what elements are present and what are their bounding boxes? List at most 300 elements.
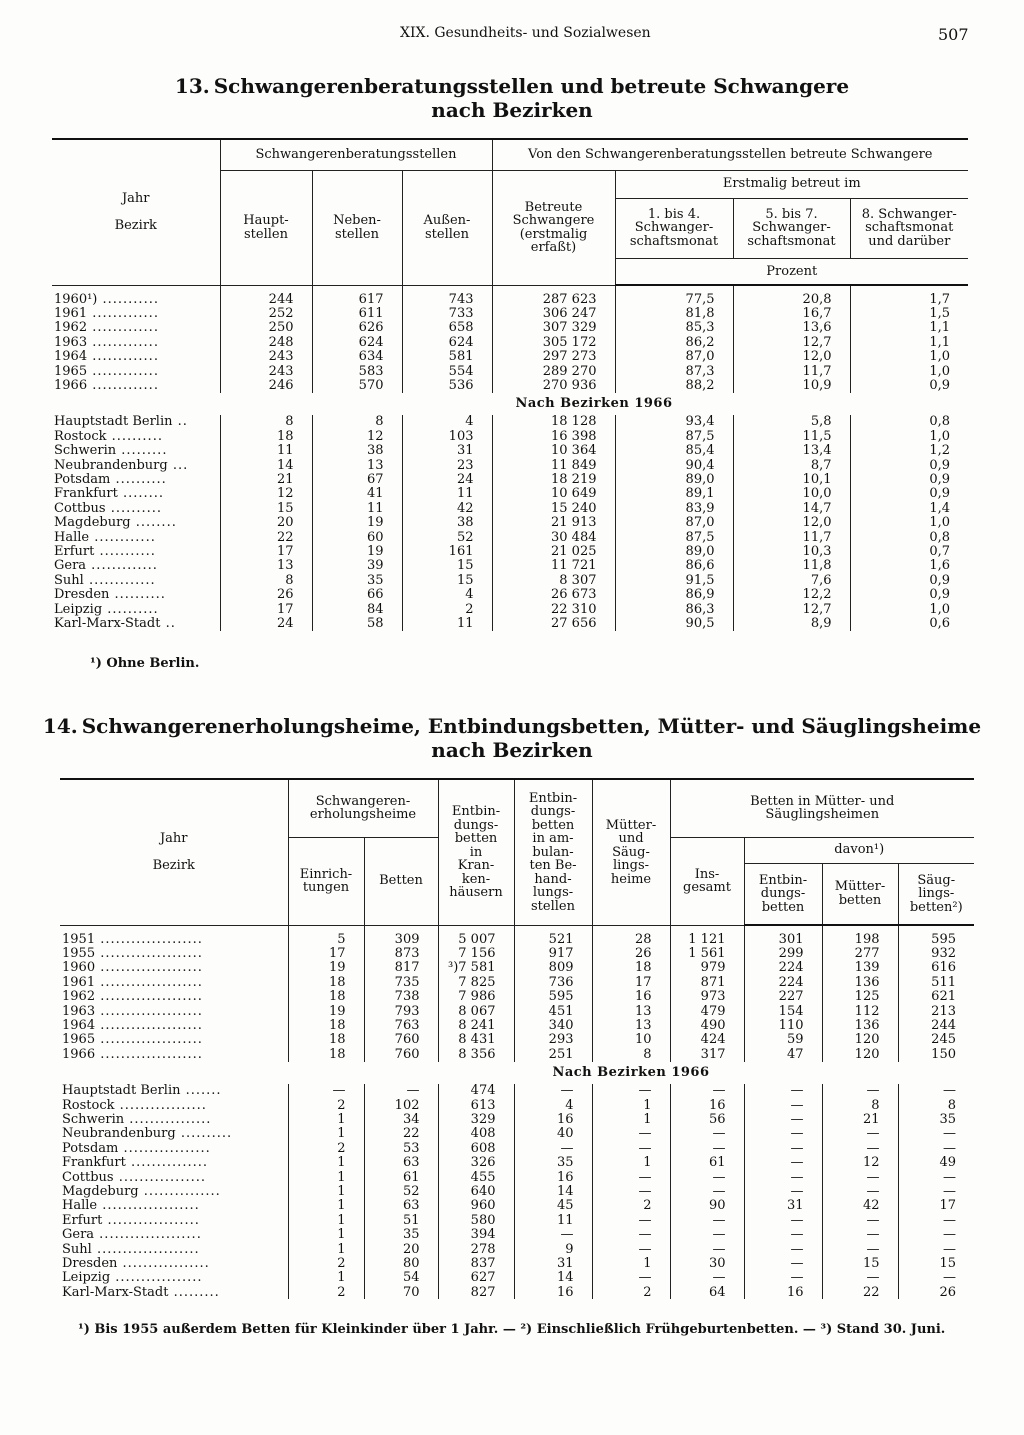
table-cell: 18 [288,990,364,1004]
table-cell: 18 [288,1033,364,1047]
table-row [60,932,974,946]
table-cell: 24 [220,616,312,630]
row-label: Suhl [54,572,84,588]
table-cell: 90 [670,1199,744,1213]
table-row [60,1018,974,1032]
leader-dots: ............ [89,529,156,545]
col-betten: Betten [364,837,438,925]
table-cell: 1 [288,1112,364,1126]
table-cell: 120 [822,1033,898,1047]
table-cell: — [288,1084,364,1098]
row-label: 1964 [62,1018,96,1034]
table13-number: 13. [174,74,210,98]
table-cell: 18 [288,1018,364,1032]
table-cell: — [592,1213,670,1227]
table-cell: 581 [402,350,492,364]
table-cell: 91,5 [615,573,733,587]
leader-dots: ........ [117,486,165,502]
table-cell: 479 [670,1004,744,1018]
table-cell: 1,0 [929,363,950,379]
table-cell: 243 [220,364,312,378]
table-cell: 827 [438,1285,514,1299]
table-cell: — [744,1256,822,1270]
table-cell: 15 240 [492,501,615,515]
table-cell: 60 [312,530,402,544]
leader-dots: .......... [105,500,163,516]
table-cell: 2 [288,1285,364,1299]
leader-dots: .. [172,414,188,430]
table-cell: 58 [312,616,402,630]
leader-dots: ............... [125,1155,208,1171]
row-label: Magdeburg [62,1183,139,1199]
table-cell: — [744,1227,822,1241]
table-cell: — [744,1141,822,1155]
table-cell: 125 [822,990,898,1004]
row-label-cell [60,946,288,960]
table-row [52,378,968,392]
table-cell: 21 913 [492,515,615,529]
table-cell: 18 [288,975,364,989]
row-label: 1962 [62,989,96,1005]
table-cell: — [943,1183,956,1199]
table-cell: 763 [364,1018,438,1032]
row-label-cell [52,458,220,472]
table-cell: — [670,1084,744,1098]
table-cell: 12,7 [733,602,850,616]
table-cell: 736 [514,975,592,989]
table-cell: 306 247 [492,306,615,320]
table-cell: 17 [592,975,670,989]
table-cell: 11 721 [492,559,615,573]
table-cell: 932 [931,946,956,962]
table-cell: 81,8 [615,306,733,320]
col-nebenstellen: Neben- stellen [312,170,402,285]
table-cell: 22 310 [492,602,615,616]
table-cell: 34 [364,1112,438,1126]
table-cell: 17 [939,1198,956,1214]
table-cell: 297 273 [492,350,615,364]
table-cell: 26 [220,587,312,601]
table-cell: 38 [312,444,402,458]
table-cell: 16 [592,990,670,1004]
table-cell: 13 [220,559,312,573]
table-cell: — [744,1127,822,1141]
table-cell: 10,3 [733,544,850,558]
table-row [60,1047,974,1061]
table-cell: 10,9 [733,378,850,392]
table-cell: 85,3 [615,321,733,335]
table-cell: 20,8 [733,292,850,306]
table-cell: 93,4 [615,415,733,429]
table-cell: 624 [312,335,402,349]
leader-dots: ........ [130,515,177,531]
table-cell: 244 [220,292,312,306]
row-label-cell [52,292,220,306]
leader-dots: .......... [110,471,167,487]
table-cell: — [364,1084,438,1098]
table-cell: 39 [312,559,402,573]
table-cell: 0,7 [929,543,950,559]
table-cell: 871 [670,975,744,989]
table-row [60,946,974,960]
row-label-cell [60,1004,288,1018]
table-cell: 11 [312,501,402,515]
col-monat-1-4: 1. bis 4. Schwanger- schaftsmonat [615,198,733,258]
table-cell: 8 [312,415,402,429]
table-cell: 15 [402,559,492,573]
table-cell: 110 [744,1018,822,1032]
table-cell: 8 [947,1097,956,1113]
table-row [60,1227,974,1241]
table-cell: 20 [364,1242,438,1256]
table-cell: 248 [220,335,312,349]
table-row [52,573,968,587]
table14-number: 14. [42,714,78,738]
row-label-cell [52,472,220,486]
col-monat-5-7: 5. bis 7. Schwanger- schaftsmonat [733,198,850,258]
row-label: Halle [62,1198,98,1214]
row-label: 1963 [54,334,88,350]
table-cell: 18 [592,961,670,975]
leader-dots: ........... [97,291,159,307]
table-cell: 61 [670,1155,744,1169]
table-cell: 90,5 [615,616,733,630]
table-row [60,1141,974,1155]
table-cell: 150 [931,1046,956,1062]
table-cell: 16 [514,1112,592,1126]
table-cell: 289 270 [492,364,615,378]
table-cell: 12 [822,1155,898,1169]
leader-dots: ........... [94,543,156,559]
table-cell: 536 [402,378,492,392]
table-cell: — [822,1141,898,1155]
row-label-cell [60,1047,288,1061]
table-cell: 1,4 [929,500,950,516]
table-row [52,458,968,472]
row-label: 1961 [62,974,96,990]
row-label: Rostock [54,428,107,444]
leader-dots: ................... [97,1198,200,1214]
row-label: Rostock [62,1097,115,1113]
table-cell: 86,9 [615,587,733,601]
table-cell: — [943,1227,956,1243]
table-cell: 270 936 [492,378,615,392]
table-cell: 77,5 [615,292,733,306]
table-cell: 87,5 [615,429,733,443]
row-label-cell [60,1098,288,1112]
table-cell: 12 [312,429,402,443]
row-label: Karl-Marx-Stadt [54,615,161,631]
table-cell: 7 986 [438,990,514,1004]
table-cell: 11 [402,487,492,501]
table-cell: 0,8 [929,414,950,430]
table-cell: 0,9 [929,378,950,394]
table-cell: — [943,1270,956,1286]
table-cell: 474 [438,1084,514,1098]
table13-group-betreute: Von den Schwangerenberatungsstellen betreute Schwangere [492,139,968,170]
leader-dots: .................... [94,1227,202,1243]
table-row [60,1285,974,1299]
table-cell: 8 [220,415,312,429]
table-cell: 1,7 [929,291,950,307]
table-cell: 2 [592,1285,670,1299]
table-cell: 8,7 [733,458,850,472]
table-cell: — [592,1242,670,1256]
col-davon-entbindungsbetten: Entbin- dungs- betten [744,863,822,925]
row-label: 1966 [62,1046,96,1062]
table-cell: 0,9 [929,471,950,487]
leader-dots: .................... [95,974,203,990]
table-cell: 15 [220,501,312,515]
row-label: Cottbus [54,500,106,516]
col-insgesamt: Ins- gesamt [670,837,744,925]
leader-dots: .................... [95,1032,203,1048]
table-cell: 15 [402,573,492,587]
leader-dots: .................. [102,1212,200,1228]
leader-dots: .......... [106,428,163,444]
leader-dots: .. [160,615,176,631]
table-cell: 7 156 [438,946,514,960]
row-label: Gera [54,558,87,574]
row-label-cell [52,487,220,501]
table-cell: 227 [744,990,822,1004]
table-cell: 1,2 [929,443,950,459]
row-label: Gera [62,1227,95,1243]
table-cell: 12,7 [733,335,850,349]
row-label: Cottbus [62,1169,114,1185]
row-label: Erfurt [54,543,95,559]
table-cell: 0,9 [929,587,950,603]
table-cell: 12,0 [733,515,850,529]
table-cell: 19 [312,544,402,558]
table-cell: — [670,1242,744,1256]
row-label-cell [60,1112,288,1126]
table-cell: 26 [939,1284,956,1300]
table-row [60,1184,974,1198]
table-cell: 11,5 [733,429,850,443]
table-cell: 809 [514,961,592,975]
table-cell: 251 [514,1047,592,1061]
table14-group-erholungsheime: Schwangeren- erholungsheime [288,779,438,837]
table-cell: 28 [592,932,670,946]
table-cell: — [670,1227,744,1241]
table-cell: 11 [402,616,492,630]
table-cell: — [744,1155,822,1169]
table-cell: 616 [931,960,956,976]
table13-districts-body [52,415,968,631]
row-label-cell [52,350,220,364]
row-label: Neubrandenburg [54,457,168,473]
row-label: Hauptstadt Berlin [62,1083,181,1099]
row-label: Dresden [54,587,110,603]
table13-subgroup-erstmalig: Erstmalig betreut im [615,170,968,198]
stub-jahr-label: Jahr [121,190,150,206]
table14-stub-header [60,779,288,925]
table-cell: 41 [312,487,402,501]
row-label-cell [52,321,220,335]
table-cell: 13,6 [733,321,850,335]
table-cell: 80 [364,1256,438,1270]
table-cell: 26 [592,946,670,960]
row-label: 1966 [54,378,88,394]
table-cell: 617 [312,292,402,306]
table-cell: — [744,1170,822,1184]
table-cell: 87,3 [615,364,733,378]
table-cell: 213 [931,1003,956,1019]
table-cell: 40 [514,1127,592,1141]
table-cell: 23 [402,458,492,472]
table-cell: 7 825 [438,975,514,989]
table-cell: 658 [402,321,492,335]
table-cell: 293 [514,1033,592,1047]
table-cell: — [943,1241,956,1257]
running-header [0,22,1024,46]
table-cell: 224 [744,975,822,989]
leader-dots: ... [167,457,189,473]
table-cell: 112 [822,1004,898,1018]
table-cell: 0,9 [929,572,950,588]
table-cell: 640 [438,1184,514,1198]
table-cell: — [670,1213,744,1227]
table-cell: 960 [438,1199,514,1213]
table-cell: 14 [514,1184,592,1198]
table-cell: 244 [931,1018,956,1034]
table13-group-beratungsstellen: Schwangerenberatungsstellen [220,139,492,170]
col-entbindungsbetten-ambulant: Entbin- dungs- betten in am- bulan- ten Be- hand- lungs- stellen [514,779,592,925]
table-cell: 329 [438,1112,514,1126]
row-label: 1960¹) [54,291,98,307]
table-cell: 340 [514,1018,592,1032]
table-cell: 917 [514,946,592,960]
table-cell: 1 [288,1271,364,1285]
table-cell: 16 [514,1170,592,1184]
leader-dots: ......... [168,1284,220,1300]
table-cell: 11,8 [733,559,850,573]
table14-title-line2: nach Bezirken [431,738,593,762]
table-cell: 307 329 [492,321,615,335]
row-label-cell [52,587,220,601]
table-cell: 19 [288,961,364,975]
table-cell: 11,7 [733,364,850,378]
table-cell: 1 [592,1155,670,1169]
table-cell: 90,4 [615,458,733,472]
table-cell: 394 [438,1227,514,1241]
table-cell: 16 [670,1098,744,1112]
row-label-cell [60,1271,288,1285]
table-cell: 1,6 [929,558,950,574]
table-row [52,515,968,529]
table-cell: — [514,1084,592,1098]
table-cell: 8 431 [438,1033,514,1047]
row-label-cell [60,932,288,946]
row-label-cell [60,1084,288,1098]
table-cell: 424 [670,1033,744,1047]
table-cell: 89,0 [615,472,733,486]
row-label-cell [52,415,220,429]
table-cell: 12,2 [733,587,850,601]
col-davon-mutterbetten: Mütter- betten [822,863,898,925]
table-cell: 4 [402,587,492,601]
table-cell: 2 [402,602,492,616]
table-cell: 743 [402,292,492,306]
col-muetter-saeuglingsheime: Mütter- und Säug- lings- heime [592,779,670,925]
table-cell: 621 [931,989,956,1005]
row-label: 1965 [62,1032,96,1048]
table-cell: 5,8 [733,415,850,429]
table-cell: 8 067 [438,1004,514,1018]
table-cell: 245 [931,1032,956,1048]
table-cell: 11 [514,1213,592,1227]
table-cell: 627 [438,1271,514,1285]
table-cell: — [744,1213,822,1227]
table-cell: 11,7 [733,530,850,544]
row-label-cell [60,1184,288,1198]
table-cell: 139 [822,961,898,975]
table13-stub-header [52,139,220,285]
table-cell: 15 [939,1255,956,1271]
leader-dots: ............. [86,558,158,574]
leader-dots: .................... [91,1241,200,1257]
row-label-cell [60,1227,288,1241]
table-cell: 735 [364,975,438,989]
table-cell: 31 [744,1199,822,1213]
row-label: 1955 [62,946,96,962]
table-cell: 299 [744,946,822,960]
table-cell: 7,6 [733,573,850,587]
table-cell: 1 [288,1170,364,1184]
row-label-cell [52,602,220,616]
row-label-cell [52,559,220,573]
table14-group-betten-heime: Betten in Mütter- und Säuglingsheimen [670,779,974,837]
row-label: Erfurt [62,1212,103,1228]
row-label-cell [52,306,220,320]
row-label: 1964 [54,349,88,365]
row-label: 1963 [62,1003,96,1019]
row-label-cell [60,1033,288,1047]
row-label-cell [52,530,220,544]
table-cell: 17 [220,544,312,558]
stub-bezirk-label: Bezirk [114,218,157,234]
table-row [52,501,968,515]
table-row [52,559,968,573]
table14-subhead-bezirke: Nach Bezirken 1966 [552,1065,710,1081]
row-label-cell [60,1213,288,1227]
table-cell: 52 [402,530,492,544]
row-label-cell [52,515,220,529]
table-cell: 18 [288,1047,364,1061]
leader-dots: .................... [95,1018,203,1034]
leader-dots: ............. [87,349,159,365]
table-cell: 301 [744,932,822,946]
table-cell: 61 [364,1170,438,1184]
table-cell: 89,1 [615,487,733,501]
table-row [52,444,968,458]
table-cell: 17 [288,946,364,960]
leader-dots: .......... [109,587,166,603]
table-cell: 1 121 [670,932,744,946]
table-cell: 87,0 [615,515,733,529]
table13-title [0,74,1024,122]
table-cell: 18 128 [492,415,615,429]
table-cell: 35 [312,573,402,587]
table-cell: 1,5 [929,306,950,322]
unit-prozent: Prozent [615,258,968,285]
table-cell: 87,5 [615,530,733,544]
table-cell: 35 [939,1111,956,1127]
table-cell: 1,0 [929,601,950,617]
table-cell: 18 [220,429,312,443]
table-cell: 2 [288,1256,364,1270]
